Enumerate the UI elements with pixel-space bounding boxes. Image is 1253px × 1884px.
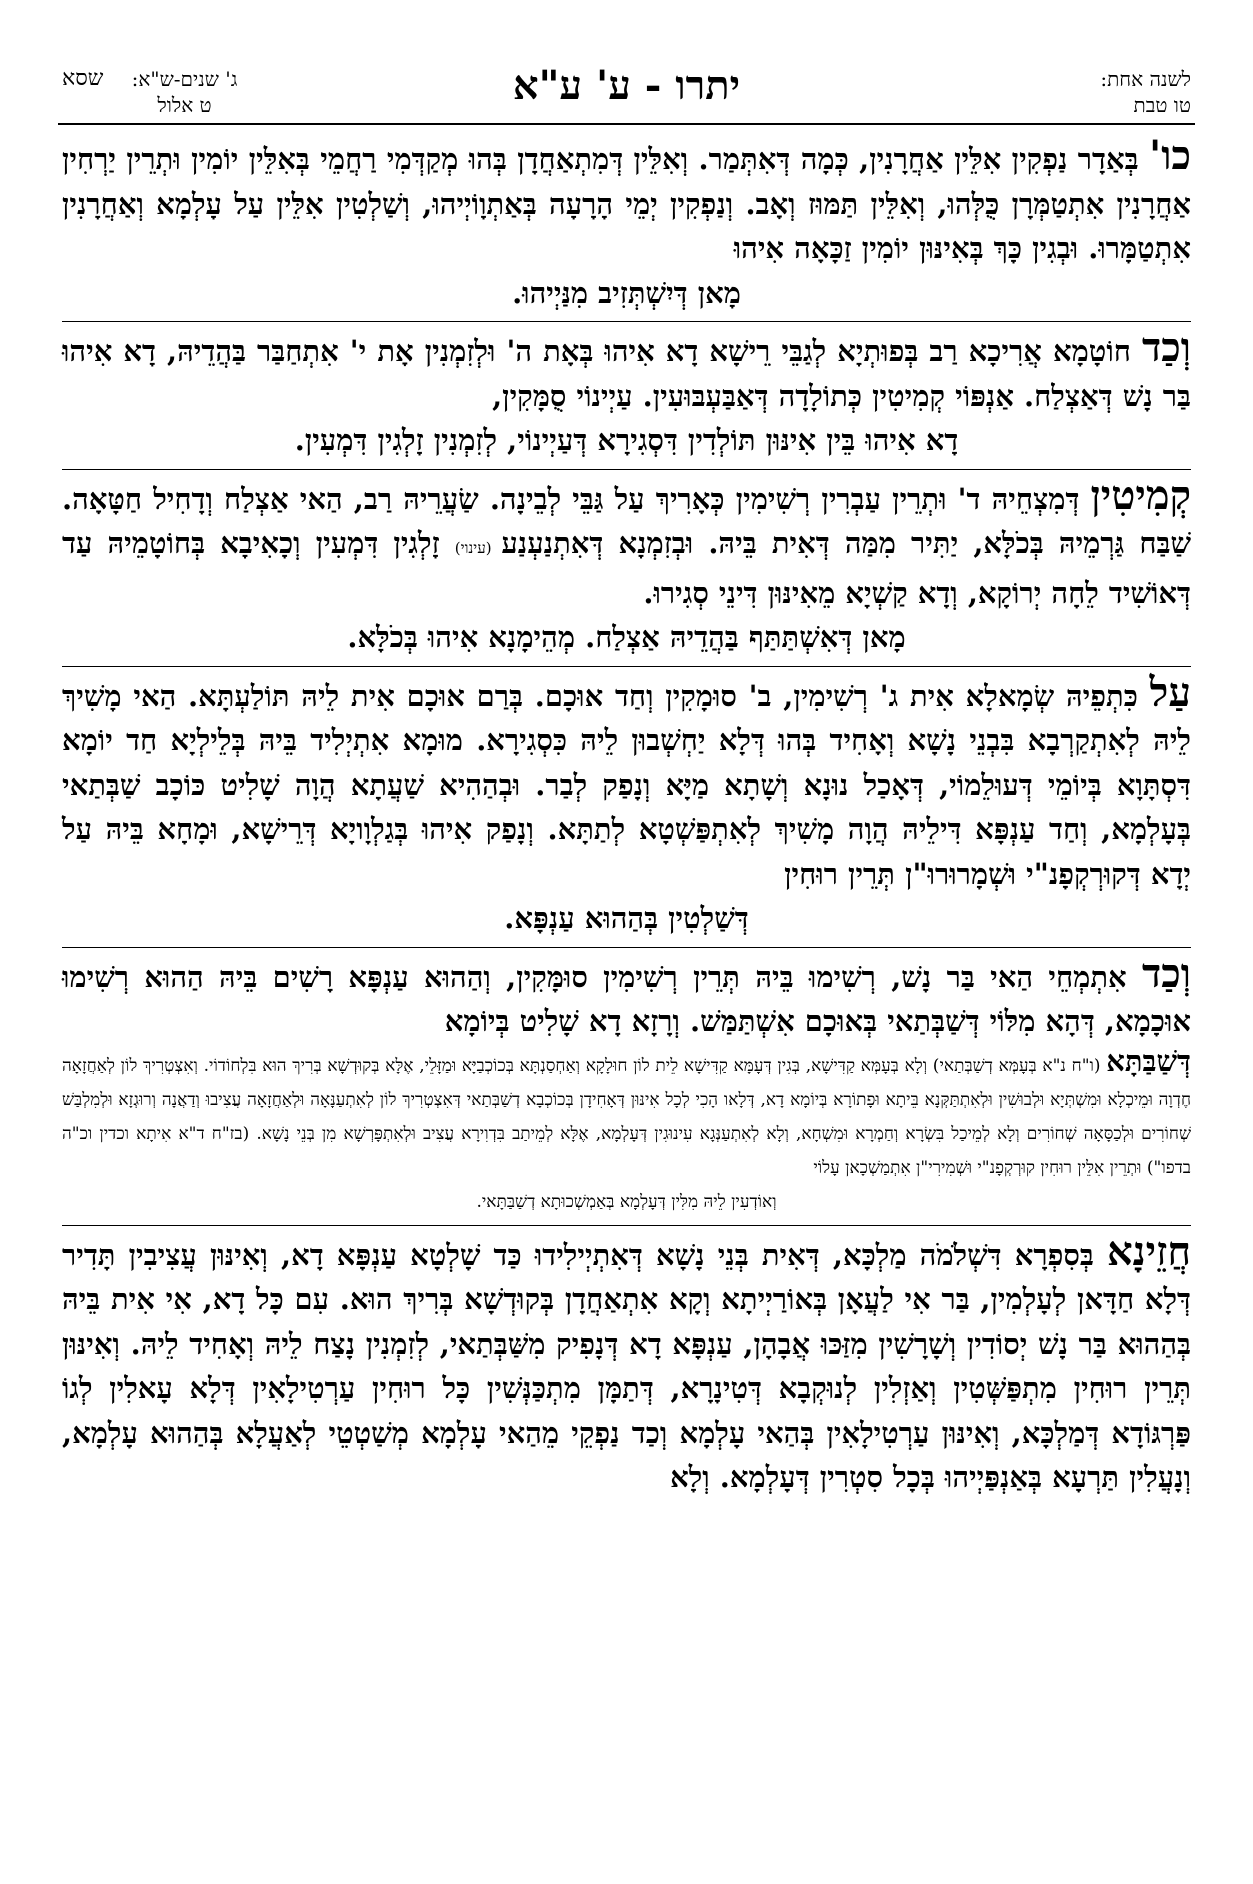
paragraph-3-variant-note: (עינוי) bbox=[454, 539, 502, 557]
paragraph-5-text: אִתְמְחֵי הַאי בַּר נָשׁ, רְשִׁימוּ בֵּיהּ תְּרֵין רְשִׁימִין סוּמָּקִין, וְהַהוּא עַנְפָּא רָשִׁים בֵּיהּ הַהוּא רְשִׁימוּ אוּכָמָא, דְּהָא מִלּוֹי דְּשַׁבְּתַאי בְּאוּכָם אִשְׁתַּמַּשׁ. וְרָזָא דָא שָׁלִיט בְּיוֹמָא bbox=[62, 959, 1191, 1038]
paragraph-5 bbox=[62, 947, 1191, 1044]
paragraph-1-closing-line: מָאן דְּיִשְׁתְּזִיב מִנַּיְיהוּ. bbox=[512, 275, 741, 310]
three-year-schedule bbox=[132, 66, 238, 118]
header-left-reading-schedule bbox=[62, 66, 237, 118]
small-print-line-1: (ו"ח נ"א בְּעָמְּא דְשַׁבְּתַאי) וְלָא בְּעָמְּא קַדִּישָׁא, בְּגִין דְּעָמָּא קַדִּישָׁא לֵית לוֹן חוּלָקָא וְאַחְסַנְתָּא בְּכוֹכְבַיָּא וּמַזָּלֵי, bbox=[419, 1055, 1101, 1076]
paragraph-2 bbox=[62, 321, 1191, 463]
paragraph-4-text: כִּתְפֵיהּ שְׂמָאלָא אִית ג' רְשִׁימִין, ב' סוּמָקִין וְחַד אוּכָם. בְּרַם אוּכָם אִית לֵיהּ תּוֹלַעְתָּא. הַאי מָשִׁיךְ לֵיהּ לְאִתְקַרְבָא בִּבְנֵי נָשָׁא וְאָחִיד בְּהוּ דְּלָא יַחְשְׁבוּן לֵיהּ כִּסְגִירָא. מוּמָא אִתְיְלִיד בֵּיהּ בְּלֵילְיָא חַד יוֹמָא דִּסְתָּוָא בְּיוֹמֵי דְּעוּלֵמוֹי, דְּאָכַל נוּנָא וְשָׁתָא מַיָּא וְנָפַק לְבַר. וּבְהַהִיא שַׁעֲתָא הֲוָה שָׁלִיט כּוֹכָב שַׁבְּתַאי בְּעָלְמָא, וְחַד עַנְפָּא דִּילֵיהּ הֲוָה מָשִׁיךְ לְאִתְפַּשְׁטָא לְתַתָּא. וְנָפַק אִיהוּ בְּגַלְוָויָא דְּרֵישָׁא, וּמָחָא בֵּיהּ עַל יְדָא דְּקוּרְקְפָנ"י וּשְׁמָרוּרוּ"ן תְּרֵין רוּחִין bbox=[62, 678, 1191, 891]
three-year-date: ט אלול bbox=[157, 93, 212, 117]
paragraph-4-lead-word: עַל bbox=[1149, 668, 1191, 716]
paragraph-1-text: בְּאַדָר נַפְקִין אִלֵּין אַחֲרָנִין, כְּמָה דְּאִתְּמַר. וְאִלֵּין דְּמִתְאַחֲדָן בְּהוּ מְקַדְּמִי רַחֲמֵי בְּאִלֵּין יוֹמִין וּתְרֵין יַרְחִין אַחֲרָנִין אִתְטַמְּרָן כֻּלְּהוּ, וְאִלֵּין תַּמּוּז וְאָב. וְנַפְקִין יְמֵי הָרָעָה בְּאַתְוָוֹיְיהוּ, וְשַׁלְטִין אִלֵּין עַל עָלְמָא וְאַחֲרָנִין אִתְטַמָּרוּ. וּבְגִין כָּךְ בְּאִינּוּן יוֹמִין זַכָּאָה אִיהוּ bbox=[62, 142, 1191, 265]
one-year-label: לשנה אחת: bbox=[1100, 67, 1191, 91]
small-print-line-3: דָא, דְּלָאו הָכִי לְכָל אִינּוּן דְּאָחִידָן בְּכוֹכְבָא דְשַׁבְּתַאי דְּאִצְטְרִיךְ לוֹן לְאִתְעַנָּאָה וּלְאַחֲזָאָה עֲצִיבוּ וְדַאֲנָה וְרוּגְזָא וּלְמִלְבַּשׁ bbox=[62, 1089, 785, 1110]
paragraph-3-text-continued: זָלְגִין דִּמְעִין וְכָאִיבָא בְּחוֹטָמֵיהּ עַד דְּאוֹשִׁיד לֵחָה יְרוֹקָא, וְדָא קַשְׁיָא מֵאִינּוּן דִּינֵי סְגִירוּ. bbox=[62, 526, 1191, 610]
paragraph-6-lead-word: חֲזֵינָא bbox=[1106, 1227, 1191, 1275]
paragraph-5-lead-word: וְכַד bbox=[1141, 949, 1191, 997]
small-print-line-2: אֶלָּא בְּקוּדְשָׁא בְּרִיךְ הוּא בִּלְחוֹדוֹי. וְאִצְטְרִיךְ לוֹן לְאַחֲזָאָה חֶדְוָה וּמֵיכְלָא וּמִשְׁתְּיָא וּלְבוּשִׁין וּלְאִתְתַּקְּנָא בֵּיתָא וּפָתוֹרָא בְּיוֹמָא bbox=[62, 1055, 1192, 1110]
header-divider bbox=[58, 123, 1195, 125]
page-title: יתרו - ע' ע"א bbox=[512, 62, 741, 109]
three-year-label: ג' שנים-ש"א: bbox=[131, 67, 238, 91]
one-year-date: טו טבת bbox=[1133, 93, 1191, 117]
paragraph-1-lead-word: כו' bbox=[1148, 132, 1191, 179]
small-print-lead-word: דְּשַׁבַּתָּא bbox=[1106, 1043, 1191, 1078]
paragraph-1 bbox=[62, 134, 1191, 315]
small-print-line-5: וּלְאִתְפָּרְשָׁא מִן בְּנֵי נָשָׁא. (בז"ח ד"א אִיתָא וכדין וכ"ה בדפו") וּתְרֵין אִלֵּין רוּחִין קוּרְקְפָנ"י וּשְׁמִירִי"ן אִתְמַשְׁכָאן עָלוֹי bbox=[62, 1123, 1191, 1178]
paragraph-3 bbox=[62, 469, 1191, 660]
paragraph-6 bbox=[62, 1225, 1191, 1500]
paragraph-2-lead-word: וְכַד bbox=[1141, 324, 1191, 371]
small-print-note bbox=[62, 1044, 1191, 1185]
paragraph-2-text: חוֹטָמָא אֲרִיכָא רַב בְּפוּתְיָא לְגַבֵּי רֵישָׁא דָא אִיהוּ בְּאָת ה' וּלְזִמְנִין אָת י' אִתְחַבַּר בַּהֲדֵיהּ, דָא אִיהוּ בַּר נָשׁ דְּאַצְלַח. אַנְפּוֹי קְמִיטִין כְּתוֹלָדָה דְּאַבַּעְבּוּעִין. עַיְינוֹי סֻמָּקִין, bbox=[62, 334, 1191, 413]
page-header bbox=[62, 58, 1191, 124]
small-print-closing-line: וְאוֹדְעִין לֵיהּ מִלִּין דְּעָלְמָא בְּאַמְשְׁכוּתָא דְשַׁבַּתָּאי. bbox=[476, 1191, 777, 1212]
paragraph-3-text: דְּמִצְחֵיהּ ד' וּתְרֵין עַבְרִין רְשִׁימִין כְּאָרִיךְ עַל גַּבֵּי לְבֵינָה. שַׂעֲרֵיהּ רַב, הַאי אַצְלַח וְדָחִיל חַטָּאָה. שַׁבַּח גַּרְמֵיהּ בְּכֹלָּא, יַתִּיר מִמַּה דְּאִית בֵּיהּ. וּבְזִמְנָא דְּאִתְנַעְנַע bbox=[62, 481, 1191, 560]
small-print-line-4: שְׁחוֹרִים וּלְכַסָּאָה שְׁחוֹרִים וְלָא לְמֵיכַל בִּשְׂרָא וְחַמְרָא וּמִשְׁחָא, וְלָא לְאִתְעַנְּגָא עִינוּגִין דְּעָלְמָא, אֶלָּא לְמֵיתַב בִּדְוִירָא עֲצִיב bbox=[422, 1123, 1191, 1144]
paragraph-3-closing-line: מָאן דְּאִשְׁתַּתַּף בַּהֲדֵיהּ אַצְלַח. מְהֵימָנָא אִיהוּ בְּכֹלָּא. bbox=[347, 620, 906, 654]
page-number: שסא bbox=[62, 66, 104, 91]
text-body bbox=[62, 134, 1191, 1500]
paragraph-2-closing-line: דָא אִיהוּ בֵּין אִינּוּן תּוֹלְדִין דִּסְגִירָא דְּעַיְינוֹי, לְזִמְנִין זָלְגִין דִּמְעִין. bbox=[294, 423, 959, 457]
paragraph-4-closing-line: דְּשַׁלְטִין בְּהַהוּא עַנְפָּא. bbox=[504, 901, 749, 935]
paragraph-6-text: בְּסִפְרָא דִּשְׁלֹמֹה מַלְכָּא, דְּאִית בְּנֵי נָשָׁא דְּאִתְיְילִידוּ כַּד שָׁלְטָא עַנְפָּא דָא, וְאִינּוּן עֲצִיבִין תָּדִיר דְּלָא חַדָּאן לְעָלְמִין, בַּר אִי לַעֲאָן בְּאוֹרַיְיתָא וְקָא אִתְאַחֲדָן בְּקוּדְשָׁא בְּרִיךְ הוּא. עִם כָּל דָא, אִי אִית בֵּיהּ בְּהַהוּא בַּר נָשׁ יְסוֹדִין וְשָׁרָשִׁין מִזַּכּוּ אֲבָהָן, עַנְפָּא דָא דְּנָפִיק מִשַּׁבְּתַאי, לְזִמְנִין נָצַח לֵיהּ וְאָחִיד לֵיהּ. וְאִינּוּן תְּרֵין רוּחִין מִתְפַּשְּׁטִין וְאַזְלִין לְנוּקְבָא דְּטִינָרָא, דְּתַמָּן מִתְכַּנְּשִׁין כָּל רוּחִין עַרְטִילָאִין דְּלָא עָאלִין לְגוֹ פַּרְגּוֹדָא דְּמַלְכָּא, וְאִינּוּן עַרְטִילָאִין בְּהַאי עָלְמָא וְכַד נַפְקֵי מֵהַאי עָלְמָא מְשַׁטְטֵי לְאַעֲלָא בְּהַהוּא עָלְמָא, וְנָעֲלִין תַּרְעָא בְּאַנְפַּיְיהוּ בְּכָל סִטְרִין דְּעָלְמָא. וְלָא bbox=[62, 1237, 1191, 1494]
paragraph-3-lead-word: קְמִיטִין bbox=[1090, 471, 1191, 519]
paragraph-4 bbox=[62, 666, 1191, 941]
